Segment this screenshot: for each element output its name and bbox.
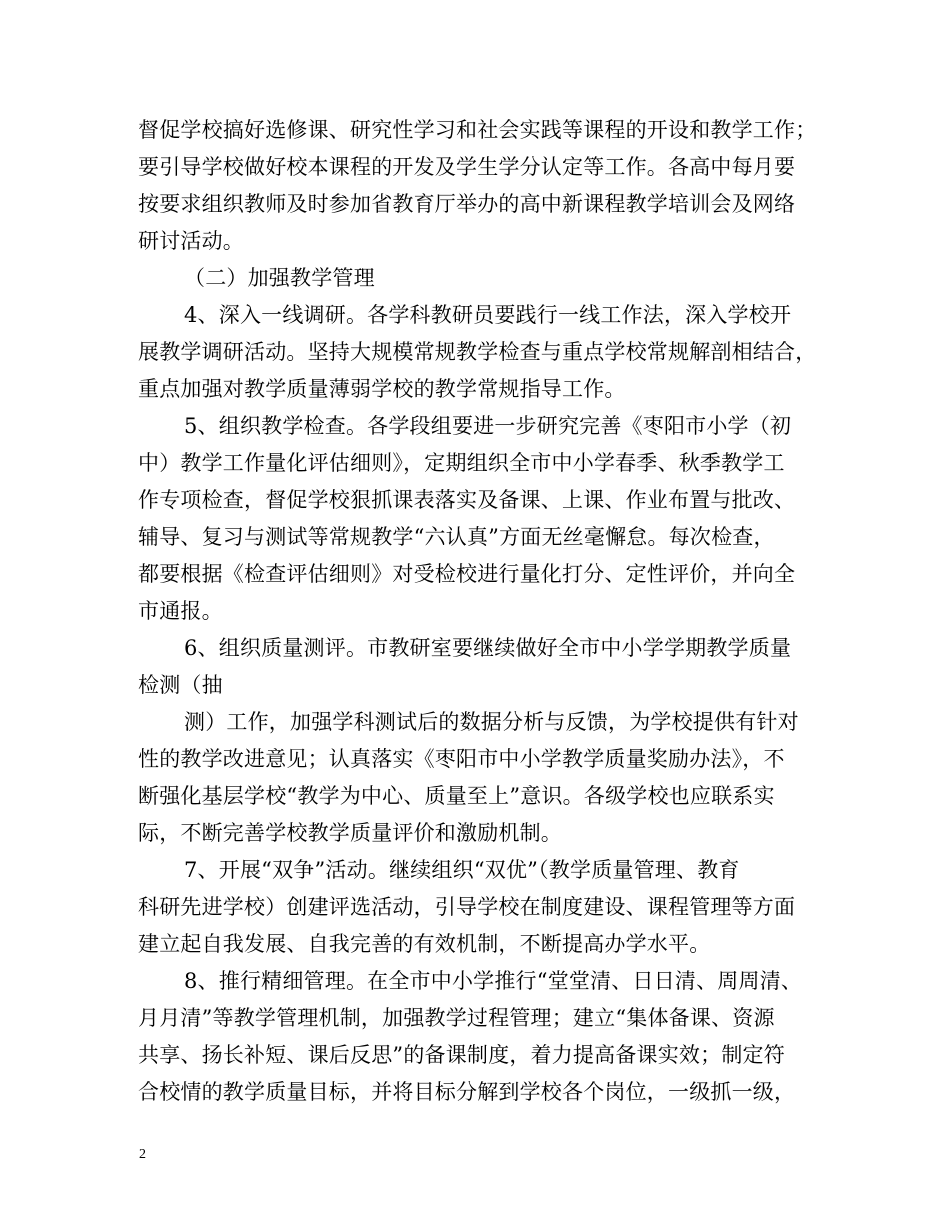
- text-line: 中）教学工作量化评估细则》，定期组织全市中小学春季、秋季教学工: [138, 451, 785, 475]
- text-line: 测）工作，加强学科测试后的数据分析与反馈，为学校提供有针对: [184, 710, 799, 734]
- text-line: 性的教学改进意见；认真落实《枣阳市中小学教学质量奖励办法》，不: [138, 747, 785, 771]
- text-line: 督促学校搞好选修课、研究性学习和社会实践等课程的开设和教学工作；: [138, 118, 817, 142]
- text-line: 展教学调研活动。坚持大规模常规教学检查与重点学校常规解剖相结合，: [138, 340, 817, 364]
- text-line: 都要根据《检查评估细则》对受检校进行量化打分、定性评价，并向全: [138, 562, 796, 586]
- text-line: 辅导、复习与测试等常规教学“六认真”方面无丝毫懈怠。每次检查，: [138, 525, 775, 549]
- text-line: 共享、扬长补短、课后反思”的备课制度，着力提高备课实效；制定符: [138, 1043, 785, 1067]
- page-number: 2: [139, 1147, 146, 1162]
- text-line: 检测（抽: [138, 673, 223, 697]
- text-line: 市通报。: [138, 599, 223, 623]
- text-line: 科研先进学校）创建评选活动，引导学校在制度建设、课程管理等方面: [138, 895, 796, 919]
- text-line: 研讨活动。: [138, 229, 244, 253]
- text-line: 合校情的教学质量目标，并将目标分解到学校各个岗位，一级抓一级，: [138, 1080, 796, 1104]
- text-line: 6、组织质量测评。市教研室要继续做好全市中小学学期教学质量: [184, 636, 792, 660]
- text-line: 作专项检查，督促学校狠抓课表落实及备课、上课、作业布置与批改、: [138, 488, 796, 512]
- text-line: 建立起自我发展、自我完善的有效机制，不断提高办学水平。: [138, 932, 711, 956]
- text-line: 重点加强对教学质量薄弱学校的教学常规指导工作。: [138, 377, 626, 401]
- text-line: 8、推行精细管理。在全市中小学推行“堂堂清、日日清、周周清、: [184, 969, 803, 993]
- text-line: 7、开展“双争”活动。继续组织“双优”（教学质量管理、教育: [184, 858, 740, 882]
- text-line: 断强化基层学校“教学为中心、质量至上”意识。各级学校也应联系实: [138, 784, 775, 808]
- section-heading: （二）加强教学管理: [184, 266, 375, 290]
- text-line: 际，不断完善学校教学质量评价和激励机制。: [138, 821, 562, 845]
- text-line: 按要求组织教师及时参加省教育厅举办的高中新课程教学培训会及网络: [138, 192, 796, 216]
- text-line: 月月清”等教学管理机制，加强教学过程管理；建立“集体备课、资源: [138, 1006, 775, 1030]
- text-line: 要引导学校做好校本课程的开发及学生学分认定等工作。各高中每月要: [138, 155, 796, 179]
- text-line: 5、组织教学检查。各学段组要进一步研究完善《枣阳市小学（初: [184, 414, 792, 438]
- text-line: 4、深入一线调研。各学科教研员要践行一线工作法，深入学校开: [184, 303, 792, 327]
